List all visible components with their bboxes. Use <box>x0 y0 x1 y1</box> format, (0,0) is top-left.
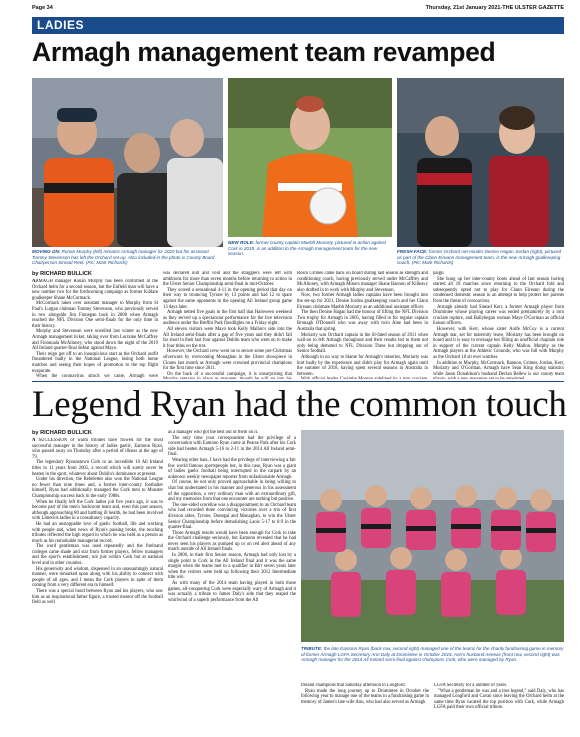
caption-new-role <box>228 240 392 271</box>
story1-col4-para: In addition to Murphy, McCormack, Bannon, Grimes, Jordan, Kerr, Moriarty and O'Gorman, Armagh have Sean King doing statistics while Jason Donaldson's husband Declan Bellew is our county team <box>433 360 564 377</box>
caption-moving-on-lead: MOVING ON: <box>32 249 61 254</box>
story2-byline: by RICHARD BULLICK <box>32 430 92 436</box>
story2-col1-para: The word gentleman was used repeatedly and the firebrand colleges came shade and star from former players, fellow managers and the sport's establishment, not just within Cork but at national level and in other counties. <box>32 544 163 567</box>
story2-col1-para: The legendary Rynanstown Cork to an incredible 10 All Ireland titles in 11 years from 2005, a record which will surely never be beaten in the sport, whatever about Dublin's dominance at present. <box>32 460 163 477</box>
story1-col4-para: Armagh already had Sinead Kerr, a former Armagh player from Drumintee whose playing career was ended prematurely by a torn cruciate rupture, and Ballyhegan woman Maye O'Gorman as official liaison officers. <box>433 304 564 327</box>
story1-col3-para: Now, two former Armagh ladies captains have been brought into the set-up for 2021, Denise Jordan goalkeeping coach and her Clann Eireann clubmate Maebh Moriarty as an additional assistant officer. <box>297 293 428 310</box>
story1-column-3 <box>297 271 428 379</box>
story1-col1-para: ARMAGH manager Ronan Murphy has been confirmed at the Orchard helm for a second season, but the Enfield man will have a new number two for the forthcoming campaign as former Kildare goalkeeper Shane McCormack. <box>32 279 158 301</box>
story1-col2-para: All eleven visitors were Mayo took Kelly Mallon's side into the All Ireland semi-finals after a gap of five years and they didn't fall far short in their last four against Dublin team who went on to make it four titles on the trot. <box>163 326 292 349</box>
story1-column-4 <box>433 271 564 379</box>
story1-col2-para: Armagh netted five goals in the first half that Haloween weekend as they served up a spectacular performance for the live television audience under the Breffni Park floodlights on a Friday night. <box>163 310 292 327</box>
story1-col1-para: Murphy and Stevenson were unveiled last winter as the new Armagh management ticket, taking over from Lorraine McCaffrey and Fionnuala McAlinney, who stood down the night of the 2019 All Ireland quarter-final defeat against Mayo. <box>32 329 158 352</box>
story2-col1-para: When he finally left the Cork ladies job five years ago, it was to become part of the men's backroom team and, even this past season, although approaching 80 and battling ill health, he had been involved with Limerick ladies in a consultancy capacity. <box>32 499 163 522</box>
story1-col2-para: However, the Orchard crew went on to secure some pre-Christmas silverware by overcoming Monaghan in the Ulster showpiece in Clones last month as Armagh were crowned provincial champions for the first time since 2011. <box>163 349 292 372</box>
story1-col3-para: Rosin Grimes came back on board during last season as strength and conditioning coach, having previously served under McCaffrey and McAlinney, with Armagh Minors manager Shane Bannon of Killeavy also drafted in to work with Murphy and Stevenson. <box>297 271 428 293</box>
caption-tribute-lead: TRIBUTE: <box>301 646 323 651</box>
story1-col3-para: Moriarty was Orchard captain in the ill-fated season of 2011 when wall-on to left Armagh throughout and their results led to them not only being demoted to NFL Division Three but dropping out of Senior football. <box>297 332 428 355</box>
photo-coaches <box>397 78 564 247</box>
story2-col2-para: Of course, he not only proved approachable in being willing to chat but understated in his manner and generous in his assessment of the opposition, a very ordinary man with an extraordinary gift, and my memories from that one encounter are nothing but positive. <box>168 480 296 503</box>
story2-column-2 <box>168 430 296 730</box>
photo-team <box>301 430 564 642</box>
story2-headline: Legend Ryan had the common touch <box>32 384 567 425</box>
story2-col4-para: LGFA Secretary for a number of years. <box>434 683 508 688</box>
story1-col2-para: They scored a sensational 4-11 in the opening period that day on their way to trouncing Tyrone by 13 points and had 12 to spare against the same opponents in the opening All Ireland group game 13 days later. <box>163 287 292 310</box>
story2-col1-para: Under his direction, the Rebelettes also won the National League no fewer than nine times and, a former inter-county footballer himself, Ryan had additionally managed the Cork men to Munster Championship success back in the early 1980s. <box>32 477 163 499</box>
caption-moving-on-text: Ronan Murphy (left) remains Armagh manager for 2020 but his assistant Tommy Stevenson has left the Orchard set-up. Also included in the photo is County Board Chairperson Sinead Reel. (Pic: Mark Richards) <box>32 249 215 266</box>
photo-managers <box>32 78 223 247</box>
story2-col2-para: The only time your correspondent had the privilege of a conversation with Eamonn Ryan came at Pearse Park after his Cork side had beaten Armagh 5-16 to 2-11 in the 2014 All Ireland semi-final. <box>168 435 296 458</box>
story2-column-3 <box>301 683 429 730</box>
story2-col2-para: As with many of the 2014 team having played in both those games, all-conquering Cork were especially wary of Armagh and it was actually a tribute to James Daly's side that they reaped the whirlwind of a superb performance from the All <box>168 581 296 603</box>
story1-col3-para: Although in no way to blame for Armagh's miseries, Moriarty was hurt badly by the experience and didn't play for Armagh again until the summer of 2018, having spent several seasons in Australia in between. <box>297 354 428 377</box>
caption-moving-on <box>32 249 223 271</box>
story2-col3-para: Ryan made the long journey up to Dromintee in October the following year to manage one of the teams in a fundraising game in memory of James's late wife Ann, who had also served as Armagh <box>301 688 429 705</box>
story2-col3-para: Ireland champions that Saturday afternoon in Longford. <box>301 683 406 688</box>
story2-col2-para: The one-sided scoreline was a disappointment to an Orchard team who had recorded three convincing victories over a trio of first division sides, Tyrone, Donegal and Monaghan, to win the Ulster Senior Championship before demolishing Laois 5-17 to 0-9 in the quarter-final. <box>168 502 296 531</box>
page-header <box>32 5 564 15</box>
story1-col1-para: When the coronavirus struck we came, Armagh were <box>36 374 158 379</box>
story1-col2-para: was declared null and void and the stragglers were left with ambitions for more than seven months before returning to action in the Ulster Senior Championship semi-final in mid-October. <box>163 271 292 288</box>
story1-col3-para <box>297 377 428 379</box>
story1-col4-para: However, with Kerr, whose sister Aoife McCoy is a current Armagh star, set for maternity leave, Moriarty has been brought on board and it is easy to envisage her filling an unofficial chaplain role in support of the current captain Kelly Mallon. Murphy as the Armagh players at the Athletic Grounds, who was full with Murphy as the Orchard 10 sit ever watches. <box>433 326 564 360</box>
story1-col1-para: McCormack takes over assistant manager to Murphy from St Paul's Lurgan clubman Tommy Stevenson, who previously served in tow alongside Jim Finnegan back in 2008 when Armagh reached the NFL Division One semi-finals for the only time in their history. <box>32 301 158 329</box>
story-divider <box>32 381 564 382</box>
story1-col3-para: The then Denise Hagan had the honour of lifting the NFL Division Two trophy for Armagh in 2005, having filled in for regular captain Bronagh O'Donnell who was away with twin Aine had been in Australia that spring. <box>297 310 428 332</box>
story2-col1-para: There was a special bond between Ryan and his players, who saw him as an inspirational father figure, a trusted mentor off the football field as well <box>32 589 163 606</box>
story2-col1-para: He had an unstoppable love of gaelic football, life and working with people and, when news of Ryan's passing broke, the touching tributes reflected the high regard in which he was held as a person as much as his remarkable managerial record. <box>32 521 163 544</box>
story2-column-4 <box>434 683 564 730</box>
publication-date: Thursday, 21st January 2021-THE ULSTER GAZETTE <box>425 5 564 11</box>
story1-col2-para: On the back of a successful campaign, it is unsurprising that <box>167 371 292 377</box>
caption-fresh-face-lead: FRESH FACE: <box>397 249 428 254</box>
story2-col4-para: "What a gentleman he was and a true legend," said Daly, who has managed Longford and Cavan since leaving the Orchard helm at the same time Ryan vacated the top position with Cork, while Armagh LGFA paid their own official tribute. <box>434 688 564 711</box>
story1-byline: by RICHARD BULLICK <box>32 271 92 277</box>
story1-headline: Armagh management team revamped <box>32 37 496 67</box>
story2-col2-para: In 2006, in their first Senior season, Armagh had only lost by a single point to Cork in the All Ireland final and it was the same margin when the teams met in a qualifier in Birr seven years later when the visitors were held up following their 2012 Intermediate title win. <box>168 553 296 581</box>
photo-player <box>228 78 392 237</box>
story2-col1-para: His generosity and wisdom, dispensed in an unassumingly natural manner, were remarked upon along with his ability to connect with people of all ages, and I mean the Cork players in spite of them coming from a very different era to himself. <box>32 566 163 589</box>
story2-col2-para: as a manager who got the best out of them on it. <box>168 430 259 435</box>
caption-tribute <box>301 646 564 680</box>
story1-col1-para: Their reign got off to an inauspicious start as the Orchard outfit floundered badly in the National League, losing both home matches and seeing their hopes of promotion to the top flight evaporate. <box>32 351 158 374</box>
section-label: LADIES <box>37 18 85 32</box>
caption-fresh-face-text: former Orchard net-minder Denise Hagan Jordan (right), pictured as part of the Clann Eireann management team, is the new Armagh goalkeeping coach. (Pic: Mark Richards) <box>397 249 562 266</box>
caption-fresh-face <box>397 249 564 271</box>
story1-column-2 <box>163 271 292 379</box>
story2-col2-para: Wearing other hats, I have had the privilege of interviewing a fair few world famous sportspeople but, in this case, Ryan was a giant of ladies gaelic football being interrupted in the carpark by an unknown weekly newspaper reporter from unfashionable Armagh. <box>168 457 296 480</box>
story1-column-1 <box>32 279 158 379</box>
story1-col4-para: She hung up her inter-county boots ahead of last season having started all 18 matches since returning to the Orchard fold and subsequently opted not to play for Clann Eireann during the condensed domestic season in an attempt to help protect her parents from the threat of coronavirus. <box>433 276 564 304</box>
caption-new-role-text: former county captain Maebh Moriarty, pictured in action against Cork in 2018, is an addition to the Armagh management team for the new season. <box>228 240 386 257</box>
caption-new-role-lead: NEW ROLE: <box>228 240 255 245</box>
story2-col1-para: A SUCCESSION of warm tributes have flowed for the most successful manager in the history of ladies gaelic, Eamonn Ryan, who passed away on Thursday after a period of illness at the age of 79. <box>32 438 163 460</box>
story2-col2-para: Those Armagh results would have been enough for Cork to take the Orchard challenge seriously, but Eamonn revealed that he had never seen his players as pumped up or on red alert ahead of any match outside of All Ireland finals. <box>168 530 296 553</box>
story2-column-1 <box>32 438 163 730</box>
story1-col4-para: paign. <box>433 271 445 276</box>
caption-tribute-text: the late Eamonn Ryan (back row, second right) managed one of the teams for the charity fundraising game in memory of former Armagh LGFA Secretary Ann Daly at Dromintee in October 2015. Ann's husband Aeneas (front row, second right) was Armagh manager for the 2014 All Ireland semi-final against champions Cork, who were managed by Ryan. <box>301 646 564 663</box>
section-banner <box>32 17 564 34</box>
page-number: Page 34 <box>32 5 53 11</box>
